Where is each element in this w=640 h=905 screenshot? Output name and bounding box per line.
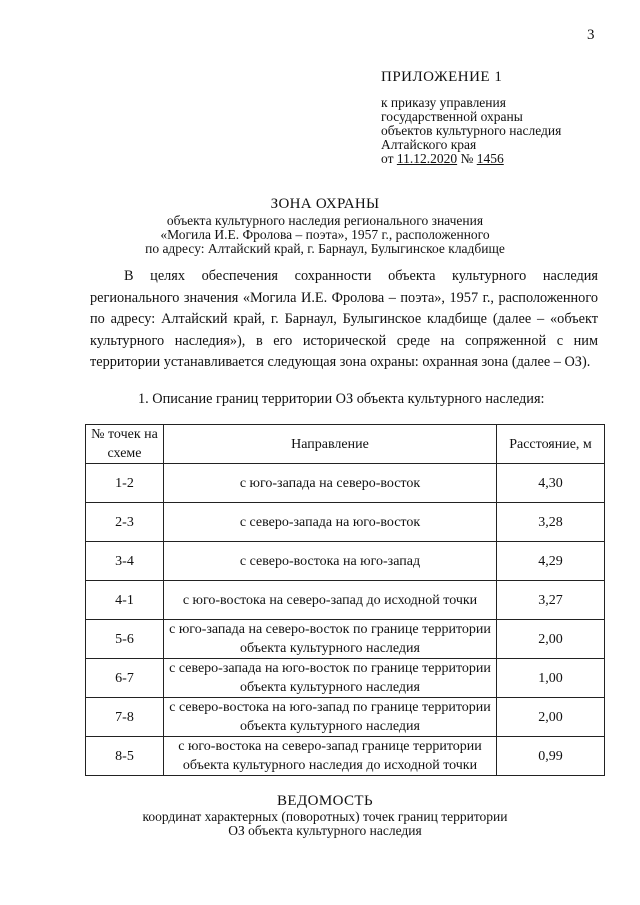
table-row xyxy=(86,659,605,698)
table-row xyxy=(86,698,605,737)
cell-direction: с юго-запада на северо-восток xyxy=(164,464,497,503)
table-row xyxy=(86,620,605,659)
cell-direction: с северо-востока на юго-запад по границе территории объекта культурного наследия xyxy=(164,698,497,737)
table-row xyxy=(86,503,605,542)
boundary-table xyxy=(85,424,605,776)
zone-subtitle-line: по адресу: Алтайский край, г. Барнаул, Булыгинское кладбище xyxy=(145,241,505,256)
body-paragraph: В целях обеспечения сохранности объекта культурного наследия регионального значения «Могила И.Е. Фролова – поэта», 1957 г., расположенного по адресу: Алтайский край, г. Барнаул, Булыгинское кладбище (далее – «объект культурного наследия»), в его исторической среде на сопряженной с ним территории устанавливается следующая зона охраны: охранная зона (далее – ОЗ). xyxy=(90,268,598,370)
page-number: 3 xyxy=(587,27,595,43)
statement-line: координат характерных (поворотных) точек границ территории xyxy=(142,809,508,824)
zone-title: ЗОНА ОХРАНЫ xyxy=(270,196,380,212)
zone-subtitle-line: «Могила И.Е. Фролова – поэта», 1957 г., расположенного xyxy=(160,227,490,242)
table-header-row xyxy=(86,425,605,464)
body-paragraph-block xyxy=(90,266,598,374)
appendix-line: объектов культурного наследия xyxy=(381,123,562,138)
statement-title: ВЕДОМОСТЬ xyxy=(277,793,373,809)
cell-direction: с северо-запада на юго-восток xyxy=(164,503,497,542)
cell-distance: 2,00 xyxy=(497,698,605,737)
zone-heading xyxy=(100,197,550,256)
order-date: 11.12.2020 xyxy=(396,151,458,166)
header-distance: Расстояние, м xyxy=(497,425,605,464)
statement-heading xyxy=(100,794,550,838)
date-prefix: от xyxy=(381,151,397,166)
order-number: 1456 xyxy=(476,151,504,166)
cell-points: 4-1 xyxy=(86,581,164,620)
number-sign: № xyxy=(457,151,477,166)
cell-points: 5-6 xyxy=(86,620,164,659)
cell-points: 3-4 xyxy=(86,542,164,581)
cell-direction: с северо-востока на юго-запад xyxy=(164,542,497,581)
table-row xyxy=(86,737,605,776)
statement-line: ОЗ объекта культурного наследия xyxy=(228,823,422,838)
appendix-block xyxy=(381,70,631,166)
cell-direction: с северо-запада на юго-восток по границе территории объекта культурного наследия xyxy=(164,659,497,698)
header-direction: Направление xyxy=(164,425,497,464)
cell-distance: 2,00 xyxy=(497,620,605,659)
cell-distance: 4,29 xyxy=(497,542,605,581)
appendix-line: к приказу управления xyxy=(381,95,506,110)
cell-distance: 1,00 xyxy=(497,659,605,698)
section-title: 1. Описание границ территории ОЗ объекта культурного наследия: xyxy=(138,391,545,407)
cell-distance: 0,99 xyxy=(497,737,605,776)
cell-direction: с юго-востока на северо-запад до исходной точки xyxy=(164,581,497,620)
cell-points: 7-8 xyxy=(86,698,164,737)
cell-distance: 3,27 xyxy=(497,581,605,620)
appendix-line: Алтайского края xyxy=(381,137,477,152)
appendix-title: ПРИЛОЖЕНИЕ 1 xyxy=(381,69,503,85)
appendix-line: государственной охраны xyxy=(381,109,523,124)
cell-points: 8-5 xyxy=(86,737,164,776)
cell-points: 1-2 xyxy=(86,464,164,503)
cell-points: 2-3 xyxy=(86,503,164,542)
cell-direction: с юго-запада на северо-восток по границе территории объекта культурного наследия xyxy=(164,620,497,659)
cell-direction: с юго-востока на северо-запад границе территории объекта культурного наследия до исходной точки xyxy=(164,737,497,776)
header-points: № точек на схеме xyxy=(86,425,164,464)
order-date-line xyxy=(381,152,631,166)
table-row xyxy=(86,464,605,503)
cell-distance: 3,28 xyxy=(497,503,605,542)
table-row xyxy=(86,542,605,581)
zone-subtitle-line: объекта культурного наследия регионального значения xyxy=(166,213,484,228)
cell-distance: 4,30 xyxy=(497,464,605,503)
table-row xyxy=(86,581,605,620)
cell-points: 6-7 xyxy=(86,659,164,698)
